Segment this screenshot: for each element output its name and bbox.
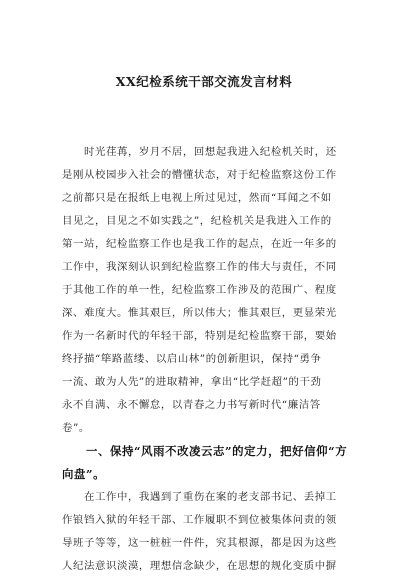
paragraph-line: 卷”。: [62, 422, 90, 434]
paragraph-line: 工作中，我深刻认识到纪检监察工作的伟大与责任，不同: [62, 261, 337, 273]
paragraph-line: 永不自满、永不懈怠，以青春之力书写新时代“廉洁答: [62, 399, 321, 411]
paragraph-line: 深、难度大。惟其艰巨，所以伟大；惟其艰巨，更显荣光: [62, 307, 337, 319]
paragraph-line: 人纪法意识淡漠，理想信念缺少，在思想的规化变质中摒: [62, 560, 337, 572]
paragraph-line: 是刚从校园步入社会的懵懂状态，对于纪检监察这份工作: [62, 169, 337, 181]
paragraph-line: 一流、敢为人先”的进取精神，拿出“比学赶超”的干劲: [62, 376, 322, 388]
paragraph-line: 第一站，纪检监察工作也是我工作的起点，在近一年多的: [62, 238, 337, 250]
paragraph-line: 在工作中，我遇到了重伤在案的老支部书记、丢掉工: [62, 491, 337, 503]
document-body: [62, 141, 351, 578]
section-heading-line: 向盘”。: [62, 467, 106, 481]
paragraph-line: 作锒铛入狱的年轻干部、工作履职不到位被集体问责的领: [62, 514, 337, 526]
paragraph-line: 导班子等等，这一桩桩一件件，究其根源，都是因为这些: [62, 537, 337, 549]
paragraph-line: 时光荏苒，岁月不居，回想起我进入纪检机关时，还: [62, 146, 337, 158]
paragraph-line: 作为一名新时代的年轻干部，特别是纪检监察干部，要始: [62, 330, 337, 342]
section-heading-line: 一、保持“风雨不改凌云志”的定力，把好信仰“方: [62, 444, 348, 458]
paragraph-line: 于其他工作的单一性，纪检监察工作涉及的范围广、程度: [62, 284, 337, 296]
document-title: XX纪检系统干部交流发言材料: [115, 74, 293, 89]
paragraph-line: 终抒描“筚路蓝缕、以启山林”的创新胆识，保持“勇争: [62, 353, 322, 365]
paragraph-line: 目见之，目见之不如实践之”，纪检机关是我进入工作的: [62, 215, 332, 227]
paragraph-line: 之前都只是在报纸上电视上所过见过，然而“耳闻之不如: [62, 192, 332, 204]
